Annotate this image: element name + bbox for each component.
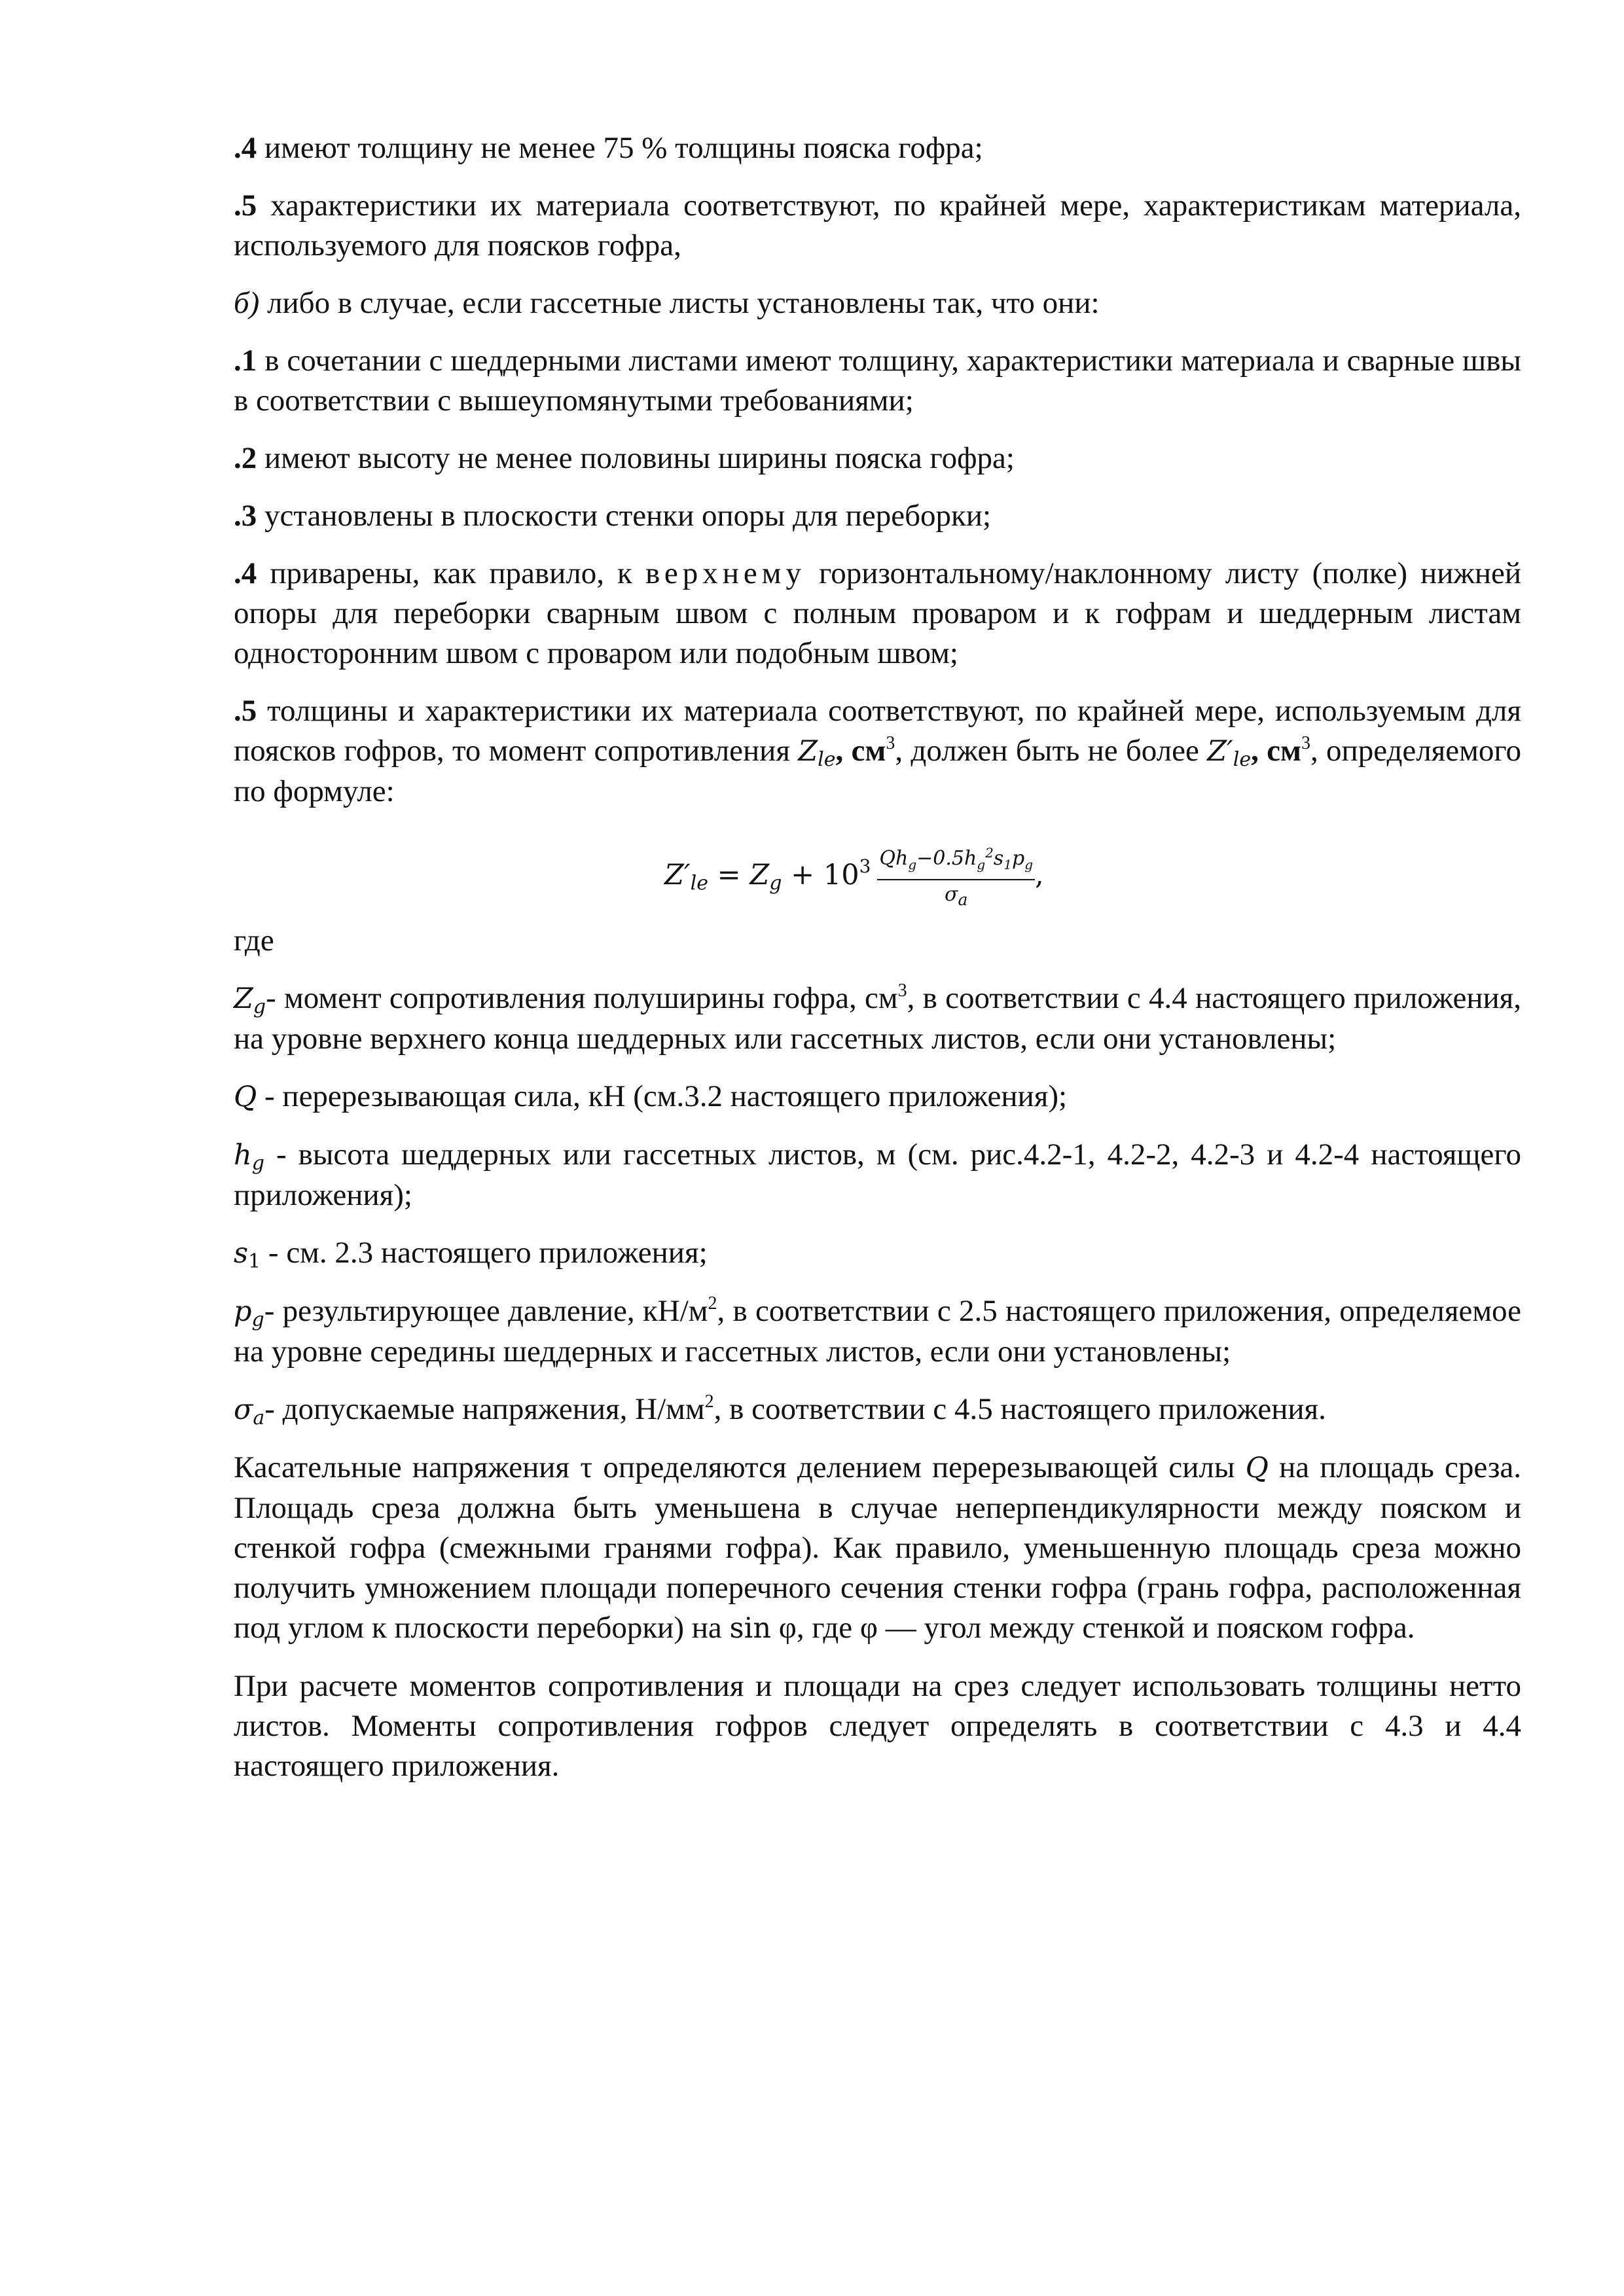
fraction-numerator: $Qh_g-0.5h_g^2s_1p_g$ [877,841,1035,880]
paragraph-text: на площадь среза. Площадь среза должна быть уменьшена в случае неперпендикулярности между пояском и стенкой гофра (смежными гранями гофра). Как правило, уменьшенную площадь среза можно получить умножением площади поперечного сечения стенки гофра (грань гофра, расположенная под углом к плоскости переборки) на [234,1450,1521,1645]
definition-text: , в соответствии с 2.5 настоящего приложения, определяемое на уровне середины шеддерных и гассетных листов, если они установлены; [234,1294,1521,1369]
definition-text: , в соответствии с 4.4 настоящего приложения, на уровне верхнего конца шеддерных или гассетных листов, если они установлены; [234,981,1521,1056]
formula-fraction [877,841,1035,913]
formula-punctuation: , [1035,859,1044,891]
math-symbol: Z [798,735,818,768]
paragraph-text: в сочетании с шеддерными листами имеют толщину, характеристики материала и сварные швы в соответствии с вышеупомянутыми требованиями; [234,344,1521,418]
paragraph-text: , см [835,734,886,768]
formula-subscript: g [769,872,782,895]
definition-text: - момент сопротивления полуширины гофра, см [266,981,898,1015]
paragraph-item-2 [234,439,1521,478]
formula-subscript: le [690,872,708,895]
math-symbol: h [234,1139,252,1172]
paragraph-case-b [234,283,1521,323]
paragraph-text: либо в случае, если гассетные листы установлены так, что они: [259,286,1100,320]
formula-exponent: 3 [859,855,871,877]
definition-pg [234,1291,1521,1372]
item-number: .5 [234,694,257,728]
formula-operator: = [708,859,750,891]
item-number: .4 [234,131,257,165]
paragraph-text: , должен быть не более [895,734,1208,768]
definition-text: - высота шеддерных или гассетных листов, м (см. рис.4.2-1, 4.2-2, 4.2-3 и 4.2-4 настоящего приложения); [234,1138,1521,1212]
paragraph-text: , определяемого по формуле: [234,734,1522,808]
math-subscript: g [251,1152,264,1175]
definition-zg [234,978,1521,1059]
item-number: .2 [234,441,257,475]
math-subscript: le [1233,748,1252,771]
superscript: 3 [1301,733,1311,753]
where-label [234,921,1521,961]
math-symbol: s [234,1237,249,1270]
math-subscript: g [251,1308,264,1331]
item-number: .1 [234,344,257,378]
definition-text: - допускаемые напряжения, Н/мм [264,1392,705,1426]
definition-q [234,1077,1521,1117]
math-symbol: Z′ [1207,735,1233,768]
definition-text: - результирующее давление, кН/м [264,1294,708,1328]
spaced-word: верхнему [645,556,806,590]
definition-s1 [234,1233,1521,1274]
paragraph-text: установлены в плоскости стенки опоры для переборки; [257,499,992,533]
item-number: .4 [234,556,257,590]
math-subscript: a [253,1407,265,1429]
paragraph-item-1 [234,341,1521,421]
math-symbol: p [234,1295,252,1328]
paragraph-text: имеют высоту не менее половины ширины пояска гофра; [257,441,1015,475]
formula-operator: + 10 [782,859,859,891]
paragraph-text: толщины и характеристики их материала соответствуют, по крайней мере, используемым для поясков гофров, то момент сопротивления [234,694,1521,768]
definition-text: , в соответствии с 4.5 настоящего приложения. [713,1392,1326,1426]
definition-text: - см. 2.3 настоящего приложения; [261,1236,708,1270]
item-number: .5 [234,188,257,223]
paragraph-item-5b [234,691,1521,812]
fraction-denominator: $\sigma_a$ [945,883,968,909]
paragraph-text: приварены, как правило, к [257,556,645,590]
paragraph-item-3 [234,496,1521,536]
math-function: sin [729,1612,772,1645]
math-symbol: Z [234,982,253,1015]
math-symbol: Q [234,1081,257,1113]
paragraph-text: характеристики их материала соответствуют, по крайней мере, характеристикам материала, используемого для поясков гофра, [234,188,1521,262]
paragraph-text: имеют толщину не менее 75 % толщины пояска гофра; [257,131,983,165]
math-symbol: Q [1245,1452,1269,1484]
where-text: где [234,924,274,958]
paragraph-text: горизонтальному/наклонному листу (полке) нижней опоры для переборки сварным швом с полным проваром и к гофрам и шеддерным листам односторонним швом с проваром или подобным швом; [234,556,1522,670]
math-subscript: 1 [248,1250,261,1273]
case-label: б) [234,286,260,320]
paragraph-text: φ, где φ — угол между стенкой и пояском гофра. [771,1611,1415,1645]
superscript: 2 [708,1293,717,1314]
document-body [234,128,1521,1804]
math-subscript: le [818,748,836,771]
definition-text: - перерезывающая сила, кН (см.3.2 настоящего приложения); [257,1079,1068,1113]
superscript: 2 [704,1391,714,1412]
formula-block [234,829,1521,909]
paragraph-text: При расчете моментов сопротивления и площади на срез следует использовать толщины нетто листов. Моменты сопротивления гофров следует определять в соответствии с 4.3 и 4.4 настоящего приложения. [234,1669,1521,1783]
superscript: 3 [897,980,907,1001]
paragraph-net-thickness [234,1666,1521,1786]
paragraph-shear-stress [234,1448,1521,1649]
superscript: 3 [886,733,895,753]
paragraph-text: , см [1251,734,1302,768]
math-subscript: g [253,996,266,1018]
paragraph-text: Касательные напряжения τ определяются делением перерезывающей силы [234,1450,1246,1484]
paragraph-item-5a [234,186,1521,266]
item-number: .3 [234,499,257,533]
math-symbol: σ [234,1393,253,1426]
formula-symbol: Z [749,859,770,891]
formula-lhs: Z′ [664,859,691,891]
definition-hg [234,1135,1521,1215]
paragraph-item-4a [234,128,1521,168]
definition-sigma [234,1390,1521,1430]
section-modulus-formula [664,841,1044,913]
paragraph-item-4b [234,554,1521,673]
